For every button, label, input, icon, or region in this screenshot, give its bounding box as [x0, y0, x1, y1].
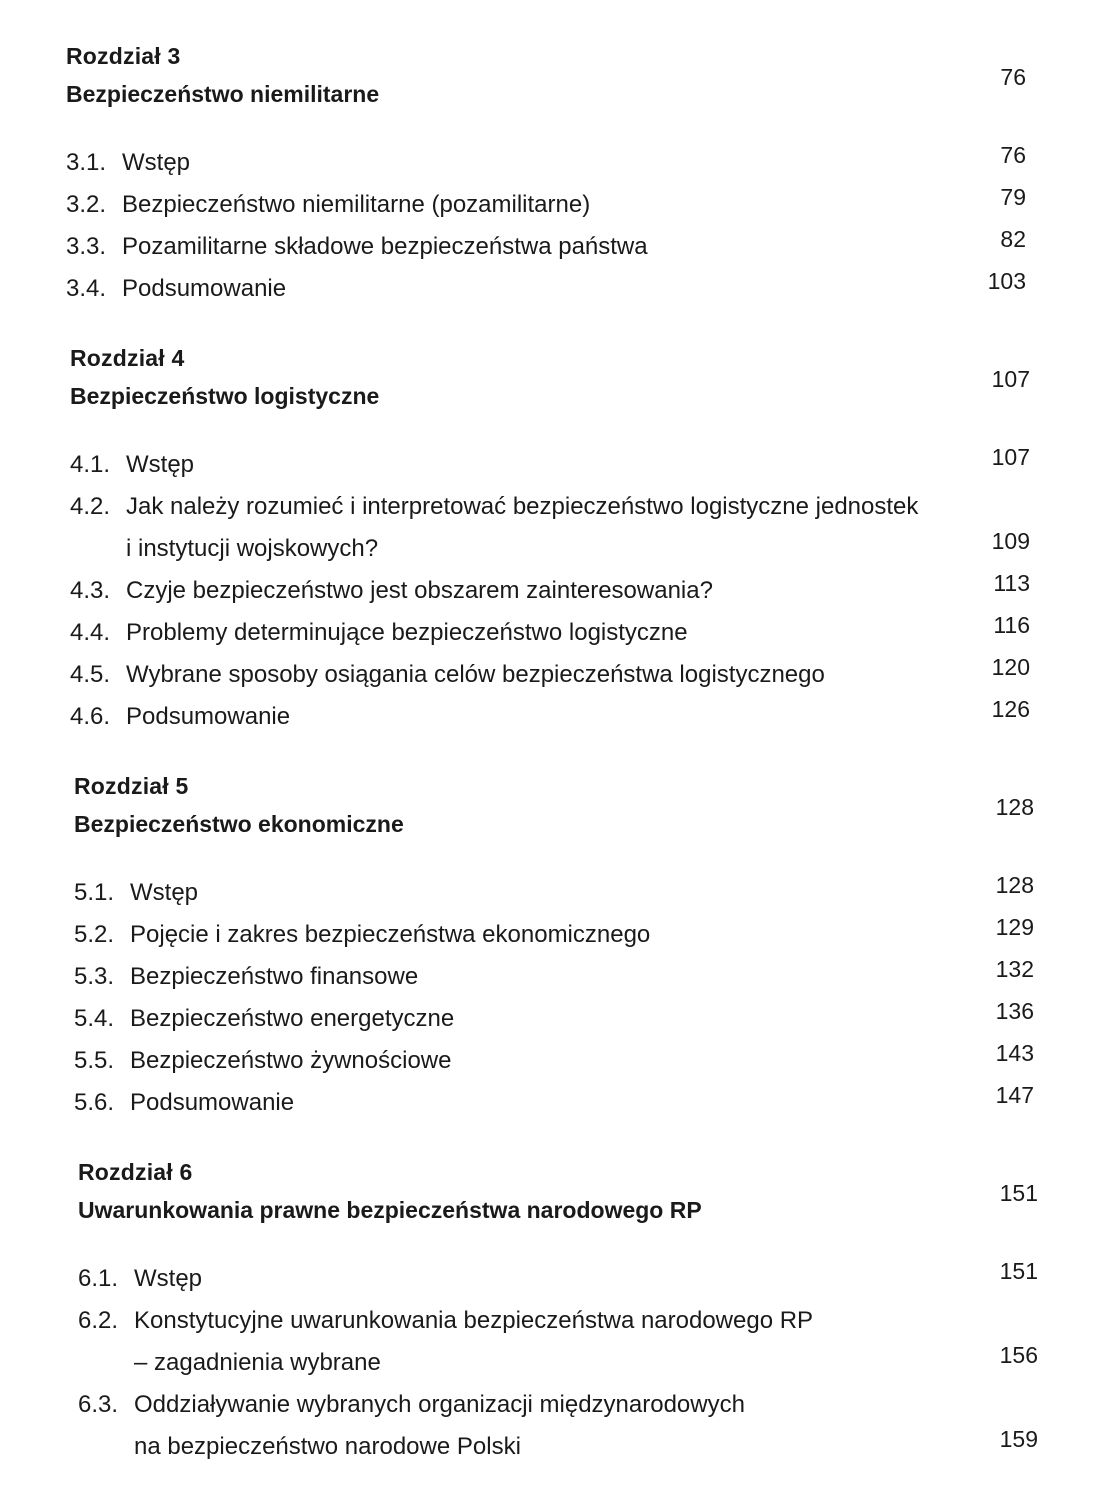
chapter-label: Rozdział 6	[78, 1159, 193, 1185]
section-page-number: 128	[995, 872, 1034, 898]
section-title: Wybrane sposoby osiągania celów bezpieczeństwa logistycznego	[126, 661, 825, 688]
section-number: 3.1.	[66, 149, 107, 176]
section-page-number: 113	[993, 570, 1030, 596]
section-number: 5.1.	[74, 879, 115, 906]
section-page-number: 143	[995, 1040, 1034, 1066]
section-number: 5.4.	[74, 1005, 115, 1032]
chapter-page-number: 76	[1000, 64, 1026, 90]
toc-entry	[74, 1082, 1074, 1124]
section-title: Oddziaływanie wybranych organizacji międzynarodowych na bezpieczeństwo narodowe Polski	[134, 1391, 745, 1460]
section-list	[74, 872, 1074, 1124]
chapter-label: Rozdział 5	[74, 773, 189, 799]
section-title: Bezpieczeństwo żywnościowe	[130, 1047, 452, 1074]
section-page-number: 156	[999, 1342, 1038, 1368]
section-number: 5.2.	[74, 921, 115, 948]
section-title: Podsumowanie	[130, 1089, 295, 1116]
chapter-title-row	[78, 1180, 1078, 1236]
toc-entry	[70, 612, 1070, 654]
toc-entry	[78, 1258, 1078, 1300]
section-title: Problemy determinujące bezpieczeństwo logistyczne	[126, 619, 688, 646]
toc-entry	[74, 1040, 1074, 1082]
section-number: 5.6.	[74, 1089, 115, 1116]
section-page-number: 116	[993, 612, 1030, 638]
section-page-number: 147	[995, 1082, 1034, 1108]
section-number: 4.6.	[70, 703, 111, 730]
section-page-number: 76	[1000, 142, 1026, 168]
section-title: Wstęp	[130, 879, 199, 906]
section-list	[66, 142, 1066, 310]
toc-entry	[74, 872, 1074, 914]
section-title: Czyje bezpieczeństwo jest obszarem zainteresowania?	[126, 577, 713, 604]
section-number: 5.3.	[74, 963, 115, 990]
chapter-page-number: 107	[991, 366, 1030, 392]
chapter-title-row	[74, 794, 1074, 850]
toc-entry	[70, 696, 1070, 738]
section-title: Wstęp	[126, 451, 195, 478]
toc-entry	[70, 570, 1070, 612]
section-title: Bezpieczeństwo energetyczne	[130, 1005, 455, 1032]
section-page-number: 103	[987, 268, 1026, 294]
section-list	[78, 1258, 1078, 1468]
section-title: Wstęp	[122, 149, 191, 176]
toc-entry	[66, 268, 1066, 310]
section-number: 4.1.	[70, 451, 111, 478]
section-page-number: 132	[995, 956, 1034, 982]
section-page-number: 129	[995, 914, 1034, 940]
section-page-number: 159	[999, 1426, 1038, 1452]
section-page-number: 126	[991, 696, 1030, 722]
chapter-title-row	[66, 64, 1066, 120]
chapter-4	[70, 344, 1070, 738]
section-number: 6.3.	[78, 1391, 119, 1418]
section-title: Pojęcie i zakres bezpieczeństwa ekonomicznego	[130, 921, 651, 948]
section-page-number: 82	[1000, 226, 1026, 252]
section-title: Podsumowanie	[126, 703, 291, 730]
toc-entry	[66, 226, 1066, 268]
chapter-title: Uwarunkowania prawne bezpieczeństwa narodowego RP	[78, 1197, 702, 1223]
section-number: 6.1.	[78, 1265, 119, 1292]
section-number: 4.3.	[70, 577, 111, 604]
section-number: 6.2.	[78, 1307, 119, 1334]
section-page-number: 120	[991, 654, 1030, 680]
section-number: 4.5.	[70, 661, 111, 688]
chapter-title: Bezpieczeństwo niemilitarne	[66, 81, 380, 107]
section-number: 3.2.	[66, 191, 107, 218]
section-page-number: 107	[991, 444, 1030, 470]
section-list	[70, 444, 1070, 738]
chapter-page-number: 151	[999, 1180, 1038, 1206]
toc-entry	[66, 142, 1066, 184]
section-number: 3.3.	[66, 233, 107, 260]
section-page-number: 109	[991, 528, 1030, 554]
chapter-3	[66, 42, 1066, 310]
section-title: Podsumowanie	[122, 275, 287, 302]
chapter-label: Rozdział 3	[66, 43, 181, 69]
section-title: Bezpieczeństwo finansowe	[130, 963, 419, 990]
chapter-label: Rozdział 4	[70, 345, 185, 371]
toc-entry	[66, 184, 1066, 226]
chapter-title-row	[70, 366, 1070, 422]
toc-entry	[78, 1384, 1078, 1468]
chapter-title: Bezpieczeństwo ekonomiczne	[74, 811, 404, 837]
chapter-page-number: 128	[995, 794, 1034, 820]
section-page-number: 151	[999, 1258, 1038, 1284]
section-number: 4.4.	[70, 619, 111, 646]
section-title: Jak należy rozumieć i interpretować bezpieczeństwo logistyczne jednostek i instytucji wojskowych?	[126, 493, 919, 562]
toc-entry	[78, 1300, 1078, 1384]
toc-entry	[70, 444, 1070, 486]
section-title: Konstytucyjne uwarunkowania bezpieczeństwa narodowego RP – zagadnienia wybrane	[134, 1307, 814, 1376]
section-title: Wstęp	[134, 1265, 203, 1292]
chapter-title: Bezpieczeństwo logistyczne	[70, 383, 380, 409]
toc-entry	[74, 956, 1074, 998]
section-page-number: 79	[1000, 184, 1026, 210]
section-page-number: 136	[995, 998, 1034, 1024]
toc-entry	[74, 914, 1074, 956]
toc-entry	[70, 654, 1070, 696]
chapter-5	[74, 772, 1074, 1124]
toc-entry	[74, 998, 1074, 1040]
chapter-6	[78, 1158, 1078, 1468]
section-number: 3.4.	[66, 275, 107, 302]
section-title: Bezpieczeństwo niemilitarne (pozamilitarne)	[122, 191, 591, 218]
section-number: 5.5.	[74, 1047, 115, 1074]
section-number: 4.2.	[70, 493, 111, 520]
toc-entry	[70, 486, 1070, 570]
section-title: Pozamilitarne składowe bezpieczeństwa państwa	[122, 233, 648, 260]
